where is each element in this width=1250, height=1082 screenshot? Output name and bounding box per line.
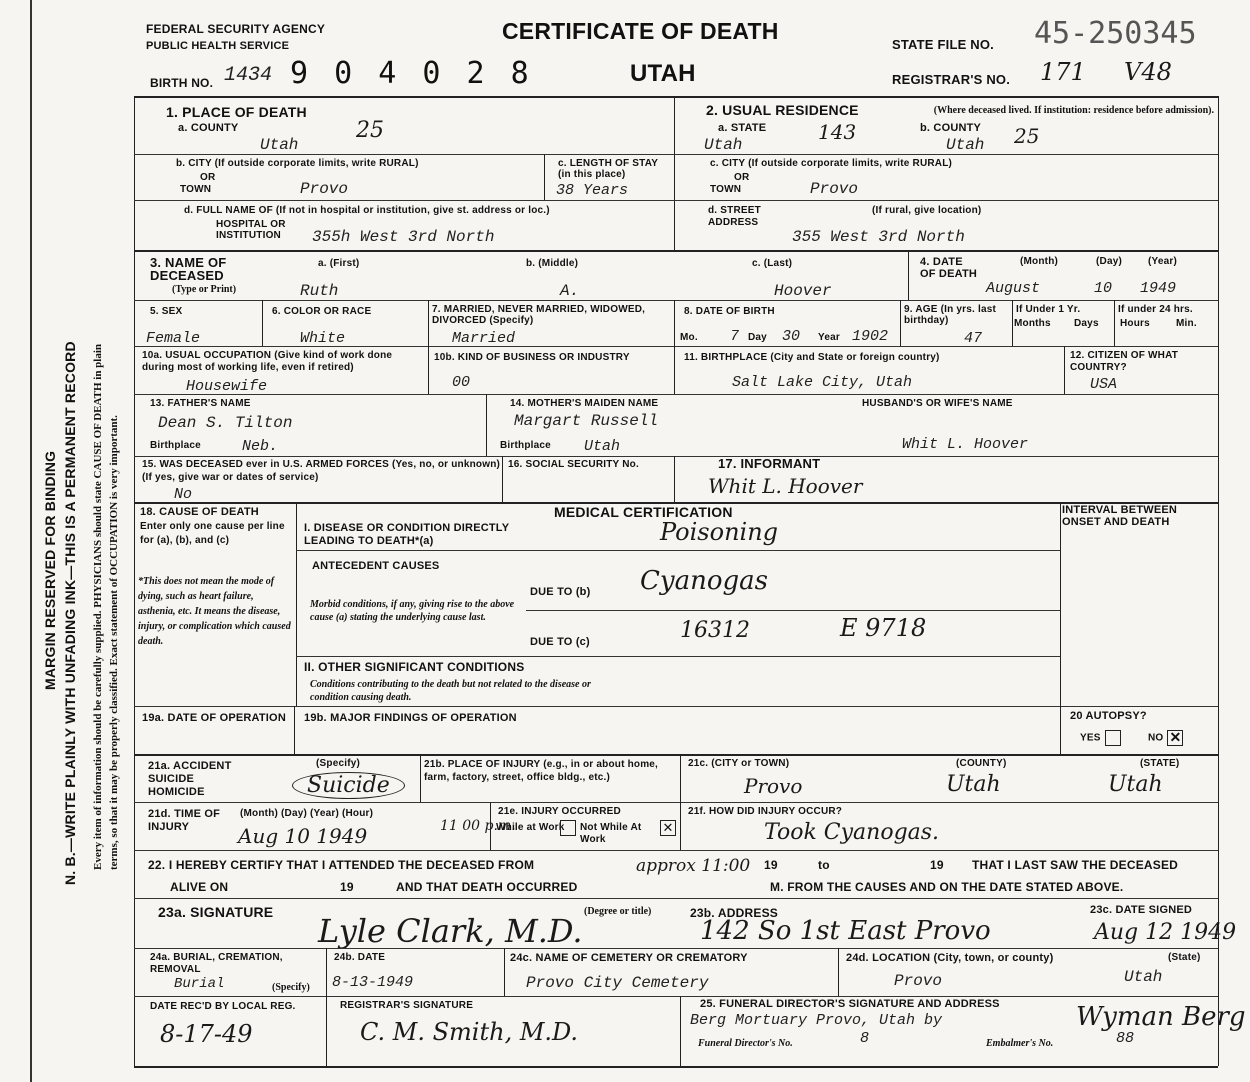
burial-label: 24a. BURIAL, CREMATION, REMOVAL [150,952,283,975]
service-name: PUBLIC HEALTH SERVICE [146,40,290,52]
how-injury: Took Cyanogas. [764,820,940,845]
address-label: 23b. ADDRESS [690,906,778,920]
rule-24d [838,948,839,996]
rule-1c [544,154,545,200]
state-heading: UTAH [630,60,696,87]
rule-20 [1060,706,1061,754]
occupation-label: 10a. USUAL OCCUPATION (Give kind of work done during most of working life, even if retired) [142,350,393,373]
emb-no: 88 [1116,1030,1135,1047]
birthplace-label: 11. BIRTHPLACE (City and State or foreign country) [684,352,940,363]
rule-8 [674,300,675,346]
autopsy-no-checkbox[interactable]: ✕ [1167,730,1183,746]
res-county-label: b. COUNTY [920,122,982,134]
pod-county-code: 25 [356,118,384,143]
first-name-label: a. (First) [318,258,360,269]
rule-13-top [134,394,1218,395]
rule-15-top [134,456,1218,457]
armed-forces: No [174,486,193,503]
citizen: USA [1090,376,1118,393]
pod-or: OR [200,172,216,183]
state-file-number: 45-250345 [1034,16,1197,51]
informant-label: 17. INFORMANT [718,456,821,471]
sex-label: 5. SEX [150,306,183,317]
pod-county: Utah [260,136,299,154]
burial-method: Burial [174,976,225,992]
father-label: 13. FATHER'S NAME [150,398,251,409]
birthplace: Salt Lake City, Utah [732,374,913,391]
rule-11 [674,346,675,394]
rule-24b [326,948,327,996]
margin-binding-text: MARGIN RESERVED FOR BINDING [42,450,58,690]
business-label: 10b. KIND OF BUSINESS OR INDUSTRY [434,352,630,363]
mother-bp-label: Birthplace [500,440,551,451]
cause-side-note: *This does not mean the mode of dying, such as heart failure, asthenia, etc. It means the disease, injury, or complication which caused death. [138,576,291,647]
certify-19b: 19 [930,858,944,872]
res-county: Utah [946,136,985,154]
death-month: August [986,280,1041,297]
res-or: OR [734,172,750,183]
burial-specify: (Specify) [272,982,310,993]
autopsy-yes-label: YES [1080,732,1101,744]
last-name: Hoover [774,282,832,300]
spouse-label: HUSBAND'S OR WIFE'S NAME [862,398,1013,409]
rule-18-right [1060,502,1061,706]
rule-9 [900,300,901,346]
rule-25c [680,996,681,1066]
funeral-director-signature: Wyman Berg [1076,1002,1246,1032]
emb-no-label: Embalmer's No. [986,1038,1054,1049]
certify-to: to [818,858,830,872]
father-name: Dean S. Tilton [158,414,293,432]
min-label: Min. [1176,318,1197,329]
armed-forces-label: 15. WAS DECEASED ever in U.S. ARMED FORCES (Yes, no, or unknown) (If yes, give war or dates of service) [142,459,501,483]
injury-time-label: 21d. TIME OF INJURY [148,808,221,833]
accident-label: 21a. ACCIDENT SUICIDE HOMICIDE [148,760,232,798]
residence-note: (Where deceased lived. If institution: residence before admission). [933,105,1214,116]
interval-label: INTERVAL BETWEEN ONSET AND DEATH [1062,504,1178,528]
rule-18a [296,550,1060,551]
cause-ii-note: Conditions contributing to the death but not related to the disease or condition causing death. [310,679,591,703]
dob-day: 30 [782,328,801,345]
middle-name: A. [560,282,580,300]
certify-alive-on: ALIVE ON [170,880,229,894]
mother-birthplace: Utah [584,438,621,455]
cemetery-label: 24c. NAME OF CEMETERY OR CREMATORY [510,952,748,964]
rule-16 [502,456,503,502]
degree-label: (Degree or title) [584,906,652,917]
rule-9b [1012,300,1013,346]
margin-ink-warning: N. B.—WRITE PLAINLY WITH UNFADING INK—THIS IS A PERMANENT RECORD [62,341,78,885]
rule-18-left [296,502,297,706]
burial-location: Provo [894,972,943,990]
deceased-name-note: (Type or Print) [172,284,237,295]
sex: Female [146,330,201,347]
fd-no: 8 [860,1030,870,1047]
registrar-no-label: REGISTRAR'S NO. [892,72,1011,87]
death-year-label: (Year) [1148,256,1177,267]
age-label: 9. AGE (In yrs. last birthday) [904,304,996,326]
header-rule [134,96,1218,98]
rule-5-top [134,300,1218,301]
rule-21b [420,754,421,802]
fd-no-label: Funeral Director's No. [698,1038,793,1049]
rule-25-top [134,996,1218,997]
death-month-label: (Month) [1020,256,1059,267]
burial-date-label: 24b. DATE [334,952,386,963]
rule-19-top [134,706,1218,707]
while-work-label: While at Work [496,822,565,833]
date-recd: 8-17-49 [160,1020,253,1048]
months-label: Months [1014,318,1051,329]
injury-state-label: (STATE) [1140,758,1180,769]
occupation: Housewife [186,378,268,395]
dob-label: 8. DATE OF BIRTH [684,306,775,317]
not-work-label: Not While At Work [580,822,642,845]
res-street: 355 West 3rd North [792,228,965,246]
due-b-label: DUE TO (b) [530,586,591,598]
medical-cert-heading: MEDICAL CERTIFICATION [554,504,733,520]
cause-c-code: E 9718 [840,614,927,642]
res-street-label: d. STREET ADDRESS [708,205,761,228]
registrar-volume: V48 [1124,58,1172,86]
rule-10b [428,346,429,394]
res-state-label: a. STATE [718,122,767,134]
physician-address: 142 So 1st East Provo [700,916,991,946]
cause-note: Enter only one cause per line for (a), (b), and (c) [140,521,285,546]
bottom-rule [134,1066,1218,1068]
pod-county-label: a. COUNTY [178,122,239,134]
date-signed: Aug 12 1949 [1094,920,1237,945]
res-city: Provo [810,180,859,198]
cause-c: 16312 [680,618,750,643]
birth-no-label: BIRTH NO. [150,76,214,90]
manner: Suicide [292,772,405,799]
social-security-label: 16. SOCIAL SECURITY No. [508,459,639,470]
pod-hospital-label: HOSPITAL OR INSTITUTION [216,219,286,241]
middle-name-label: b. (Middle) [526,258,579,269]
hours-label: Hours [1120,318,1150,329]
cemetery: Provo City Cemetery [526,974,709,992]
autopsy-no [1148,730,1183,746]
antecedent-label: ANTECEDENT CAUSES [312,560,440,572]
autopsy-no-label: NO [1148,732,1164,744]
certificate-stamp: 9 0 4 0 2 8 [290,56,533,91]
injury-city-label: 21c. (CITY or TOWN) [688,758,790,769]
dob-year-label: Year [818,332,840,343]
injury-hour: 11 00 p.m. [440,818,516,834]
certify-approx-time: approx 11:00 [636,856,751,876]
col-split-1-2 [674,96,675,250]
registrar-signature: C. M. Smith, M.D. [360,1018,579,1046]
death-date-label: 4. DATE OF DEATH [920,256,978,280]
left-border [134,96,135,1066]
death-year: 1949 [1140,280,1177,297]
how-label: 21f. HOW DID INJURY OCCUR? [688,806,843,817]
location-state-label: (State) [1168,952,1201,963]
date-recd-label: DATE REC'D BY LOCAL REG. [150,1001,296,1012]
margin-instructions-1: Every item of information should be carefully supplied. PHYSICIANS should state CAUSE OF DEATH in plain [92,343,104,870]
dob-mo-label: Mo. [680,332,698,343]
not-work-checkbox[interactable]: ✕ [660,820,676,836]
days-label: Days [1074,318,1099,329]
mother-label: 14. MOTHER'S MAIDEN NAME [510,398,659,409]
state-file-label: STATE FILE NO. [892,37,994,52]
autopsy-label: 20 AUTOPSY? [1070,710,1147,722]
father-bp-label: Birthplace [150,440,201,451]
physician-signature: Lyle Clark, M.D. [318,912,583,950]
manner-specify: (Specify) [316,758,361,769]
cause-a: Poisoning [660,518,779,546]
rule-22-top [134,850,1218,851]
funeral-director: Berg Mortuary Provo, Utah by [690,1012,943,1029]
registrar-no: 171 [1040,58,1086,86]
death-day-label: (Day) [1096,256,1123,267]
op-date-label: 19a. DATE OF OPERATION [142,712,286,724]
rule-9c [1114,300,1115,346]
binding-border [30,0,32,1082]
res-state: Utah [704,136,743,154]
rule-25b [326,996,327,1066]
page-title: CERTIFICATE OF DEATH [502,18,779,44]
burial-date: 8-13-1949 [332,974,414,991]
injury-state: Utah [1108,772,1163,797]
rule-3-top [134,250,1218,252]
dob-day-label: Day [748,332,767,343]
deceased-name-label: 3. NAME OF DECEASED [150,255,227,283]
signature-label: 23a. SIGNATURE [158,904,274,920]
injury-place-label: 21b. PLACE OF INJURY (e.g., in or about home, farm, factory, street, office bldg., etc.) [424,759,659,783]
certify-19c: 19 [340,880,354,894]
while-work-checkbox[interactable] [560,820,576,836]
certify-19a: 19 [764,858,778,872]
birth-no: 1434 [224,64,273,87]
res-town-label: TOWN [710,184,742,195]
under-1-label: If Under 1 Yr. [1016,304,1081,315]
death-day: 10 [1094,280,1113,297]
age: 47 [964,330,983,347]
under-24-label: If under 24 hrs. [1118,304,1193,315]
rule-18c [296,656,1060,657]
citizen-label: 12. CITIZEN OF WHAT COUNTRY? [1070,350,1179,373]
rule-24c [504,948,505,996]
rule-21c [680,754,681,802]
res-city-label: c. CITY (If outside corporate limits, write RURAL) [710,158,953,169]
rule-18b [526,610,1060,611]
rule-4-left [908,250,909,300]
certify-death-occurred: AND THAT DEATH OCCURRED [396,880,578,894]
agency-name: FEDERAL SECURITY AGENCY [146,22,326,36]
funeral-label: 25. FUNERAL DIRECTOR'S SIGNATURE AND ADDRESS [700,998,1000,1010]
rule-2a [674,154,1218,155]
certify-line1: 22. I HEREBY CERTIFY THAT I ATTENDED THE DECEASED FROM [148,858,535,872]
rule-24-top [134,948,1218,949]
rule-21e [490,802,491,850]
rule-23-top [134,898,1218,899]
informant-signature: Whit L. Hoover [708,474,863,498]
rule-6 [262,300,263,346]
res-street-note: (If rural, give location) [872,205,982,216]
res-state-code: 143 [818,120,857,144]
rule-21d-top [134,802,1218,803]
pod-length: 38 Years [556,182,629,199]
rule-21-top [134,754,1218,756]
rule-1b [134,200,674,201]
rule-12 [1064,346,1065,394]
dob-mo: 7 [730,328,740,345]
location-label: 24d. LOCATION (City, town, or county) [846,952,1054,964]
injury-county: Utah [946,772,1001,797]
father-birthplace: Neb. [242,438,279,455]
injury-occurred-label: 21e. INJURY OCCURRED [498,806,621,817]
rule-14 [486,394,487,456]
res-county-code: 25 [1014,124,1040,148]
not-work [580,822,650,846]
business: 00 [452,374,471,391]
injury-time: Aug 10 1949 [238,824,368,848]
pod-town-label: TOWN [180,184,212,195]
usual-residence-label: 2. USUAL RESIDENCE [706,102,859,118]
last-name-label: c. (Last) [752,258,793,269]
registrar-sig-label: REGISTRAR'S SIGNATURE [340,1000,474,1011]
pod-fullname-label: d. FULL NAME OF (If not in hospital or institution, give st. address or loc.) [184,205,550,216]
race: White [300,330,346,347]
cause-b: Cyanogas [640,566,768,596]
date-signed-label: 23c. DATE SIGNED [1090,904,1193,916]
dob-year: 1902 [852,328,889,345]
rule-21f [680,802,681,850]
cause-ii-label: II. OTHER SIGNIFICANT CONDITIONS [304,660,525,674]
marital: Married [452,330,516,347]
cause-i-label: I. DISEASE OR CONDITION DIRECTLY LEADING TO DEATH*(a) [304,522,510,547]
rule-19b [294,706,295,754]
place-of-death-label: 1. PLACE OF DEATH [166,104,307,120]
rule-7 [428,300,429,346]
injury-city: Provo [744,774,803,798]
mother-name: Margart Russell [514,412,659,430]
cause-label: 18. CAUSE OF DEATH [140,506,259,518]
margin-instructions-2: terms, so that it may be properly classified. Exact statement of OCCUPATION is very important. [108,415,120,870]
injury-time-heads: (Month) (Day) (Year) (Hour) [240,808,374,819]
pod-length-label: c. LENGTH OF STAY (in this place) [558,158,658,180]
certify-line1-end: THAT I LAST SAW THE DECEASED [972,858,1179,872]
race-label: 6. COLOR OR RACE [272,306,372,317]
rule-10-top [134,346,1218,347]
pod-city-label: b. CITY (If outside corporate limits, write RURAL) [176,158,419,169]
injury-county-label: (COUNTY) [956,758,1007,769]
rule-17 [674,456,675,502]
spouse-name: Whit L. Hoover [902,436,1029,453]
rule-2b [674,200,1218,201]
op-findings-label: 19b. MAJOR FINDINGS OF OPERATION [304,712,517,724]
first-name: Ruth [300,282,339,300]
morbid-note: Morbid conditions, if any, giving rise to the above cause (a) stating the underlying cause last. [310,599,515,623]
pod-city: Provo [300,180,349,198]
certify-line2-end: M. FROM THE CAUSES AND ON THE DATE STATED ABOVE. [770,880,1124,894]
burial-location-state: Utah [1124,968,1163,986]
marital-label: 7. MARRIED, NEVER MARRIED, WIDOWED, DIVORCED (Specify) [432,304,646,326]
autopsy-yes-checkbox[interactable] [1105,730,1121,746]
autopsy-yes [1080,730,1121,746]
due-c-label: DUE TO (c) [530,636,590,648]
rule-1a [134,154,674,155]
pod-address: 355h West 3rd North [312,228,495,246]
